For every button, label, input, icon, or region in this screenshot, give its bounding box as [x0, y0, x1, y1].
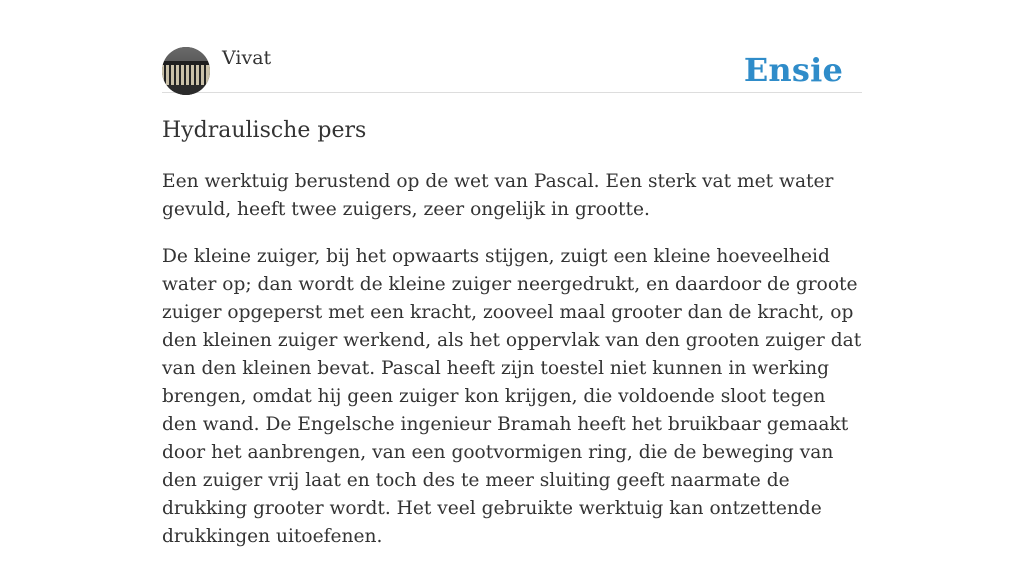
page-container: [162, 0, 862, 547]
user-avatar[interactable]: [162, 47, 210, 95]
article-paragraph: De kleine zuiger, bij het opwaarts stijgen, zuigt een kleine hoeveelheid water op; dan wordt de kleine zuiger neergedrukt, en daardoor de groote zuiger opgeperst met een kracht, zooveel maal grooter dan de kracht, op den kleinen zuiger werkend, als het oppervlak van den grooten zuiger dat van den kleinen bevat. Pascal heeft zijn toestel niet kunnen in werking brengen, omdat hij geen zuiger kon krijgen, die voldoende sloot tegen den wand. De Engelsche ingenieur Bramah heeft het bruikbaar gemaakt door het aanbrengen, van een gootvormigen ring, die de beweging van den zuiger vrij laat en toch des te meer sluiting geeft naarmate de drukking grooter wordt. Het veel gebruikte werktuig kan ontzettende drukkingen uitoefenen.: [162, 246, 862, 547]
brand-logo[interactable]: Ensie: [743, 51, 843, 89]
article-body: [162, 168, 862, 570]
avatar-image-icon: [162, 47, 210, 95]
header: [162, 0, 862, 93]
author-name[interactable]: Vivat: [222, 47, 272, 69]
article-title: Hydraulische pers: [162, 118, 367, 143]
article-paragraph: Een werktuig berustend op de wet van Pascal. Een sterk vat met water gevuld, heeft twee zuigers, zeer ongelijk in grootte.: [162, 171, 834, 220]
